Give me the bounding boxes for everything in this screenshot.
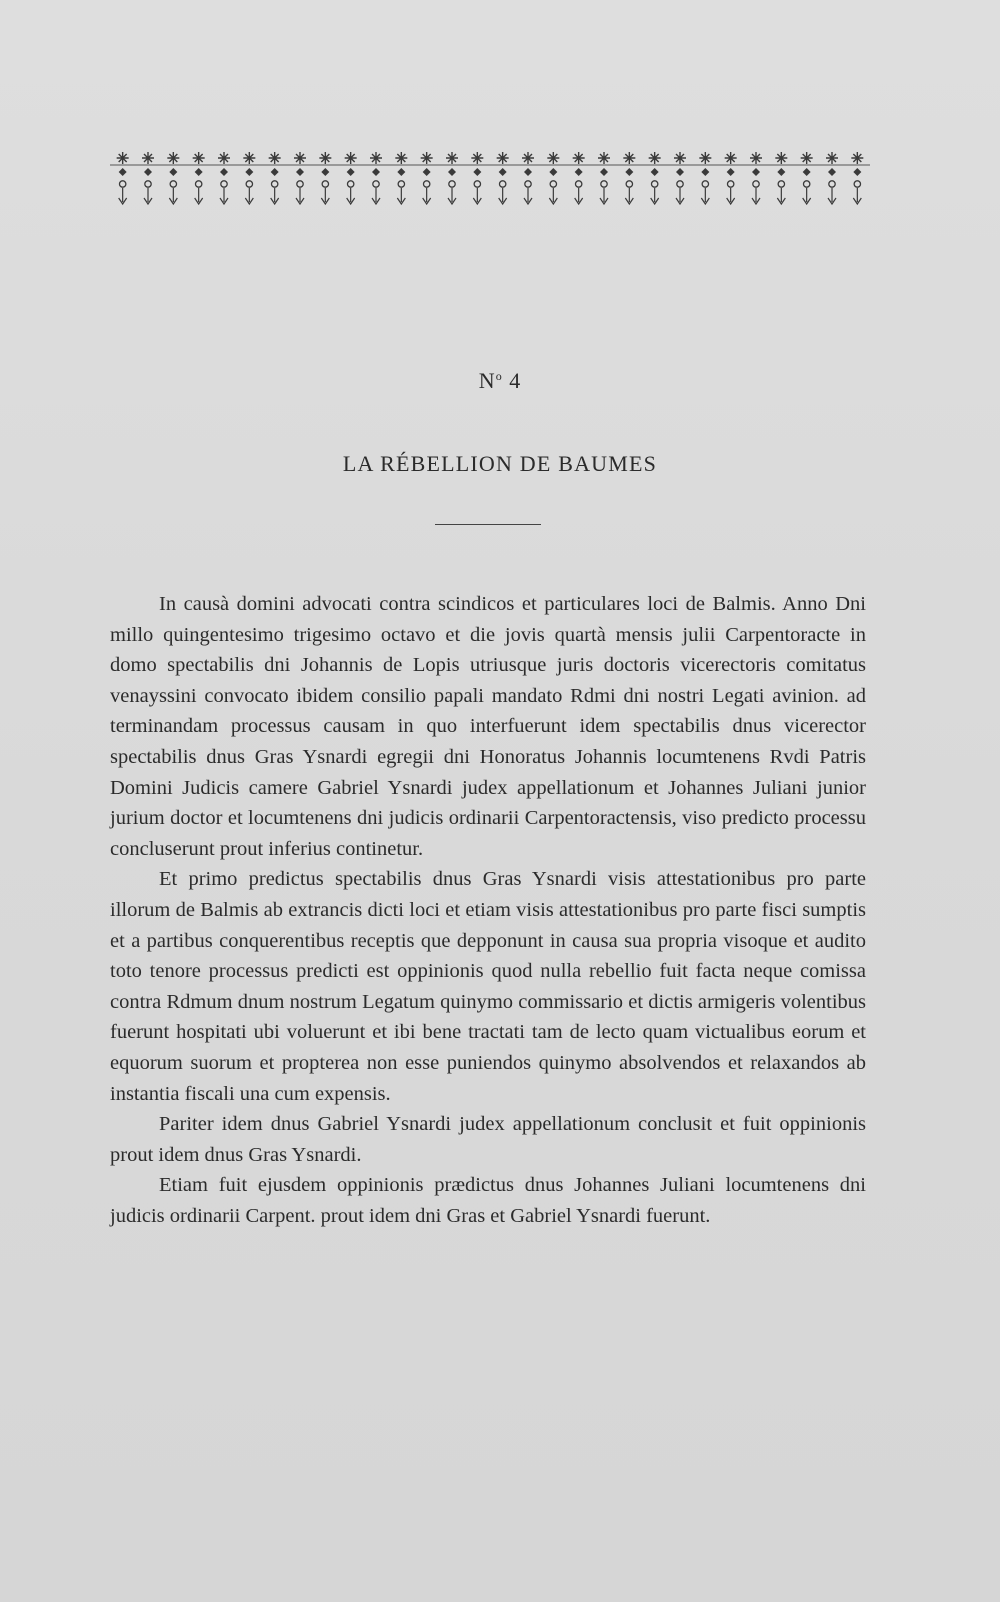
number-sup: o xyxy=(495,369,503,383)
paragraph: Etiam fuit ejusdem oppinionis prædictus dnus Johannes Juliani locumtenens dni judicis ordinarii Carpent. prout idem dni Gras et Gabriel Ysnardi fuerunt. xyxy=(110,1174,866,1227)
floral-band-icon xyxy=(110,152,870,212)
title-divider xyxy=(435,524,541,525)
number-label: N xyxy=(478,368,496,393)
number-value: 4 xyxy=(509,368,522,393)
paragraph: Pariter idem dnus Gabriel Ysnardi judex appellationum conclusit et fuit oppinionis prout idem dnus Gras Ysnardi. xyxy=(110,1113,866,1166)
paragraph: Et primo predictus spectabilis dnus Gras Ysnardi visis attestationibus pro parte illorum de Balmis ab extrancis dicti loci et etiam visis attestationibus pro parte fisci sumptis et a partibus conquerentibus receptis que depponunt in causa sua propria visoque et audito toto tenore processus predicti est oppinionis quod nulla rebellio fuit facta neque comissa contra Rdmum dnum nostrum Legatum quinymo commissario et dictis armigeris volentibus fuerunt hospitati ubi voluerunt et ibi bene tractati tam de lecto quam victualibus eorum et equorum suorum et propterea non esse puniendos quinymo absolvendos et relaxandos ab instantia fiscali una cum expensis. xyxy=(110,868,866,1105)
paragraph: In causà domini advocati contra scindicos et particulares loci de Balmis. Anno Dni millo quingentesimo trigesimo octavo et die jovis quartà mensis julii Carpentoracte in domo spectabilis dni Johannis de Lopis utriusque juris doctoris vicerectoris comitatus venayssini convocato ibidem consilio papali mandato Rdmi dni nostri Legati avinion. ad terminandam processus causam in quo interfuerunt idem spectabilis dnus vicerector spectabilis dnus Gras Ysnardi egregii dni Honoratus Johannis locumtenens Rvdi Patris Domini Judicis camere Gabriel Ysnardi judex appellationum et Johannes Juliani junior jurium doctor et locumtenens dni judicis ordinarii Carpentoractensis, viso predicto processu concluserunt prout inferius continetur. xyxy=(110,593,866,860)
body-text xyxy=(110,589,866,1231)
document-number xyxy=(0,368,1000,394)
page-title: LA RÉBELLION DE BAUMES xyxy=(342,451,658,476)
